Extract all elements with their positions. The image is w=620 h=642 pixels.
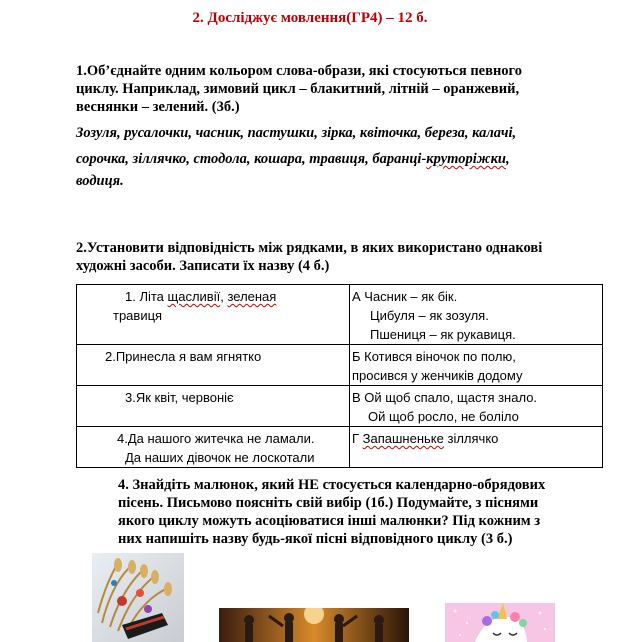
matching-table [76, 284, 603, 468]
wheat-wreath-photo [92, 553, 184, 642]
table-row [77, 427, 603, 468]
word-list-text: , [505, 151, 510, 167]
cell-line [350, 429, 602, 448]
wheat-wreath-illustration [92, 553, 184, 642]
cell-line: Цибуля – як зозуля. [370, 308, 489, 323]
table-cell-right [350, 285, 603, 345]
task1-heading-line: 1.Об’єднайте одним кольором слова-образи, які стосуються певного [76, 63, 523, 79]
cell-text-misspelled: щасливії [167, 289, 221, 304]
cell-line: В Ой щоб спало, щастя знало. [352, 390, 538, 405]
cell-line: Пшениця – як рукавиця. [370, 327, 516, 342]
stage-performance-photo [219, 608, 409, 642]
task2-heading-line: 2.Установити відповідність між рядками, в яких використано однакові [76, 240, 543, 256]
task1-heading-line: веснянки – зелений. (3б.) [76, 99, 240, 115]
unicorn-illustration [445, 603, 555, 642]
word-list-text: сорочка, зіллячко, стодола, кошара, травиця, баранці- [76, 151, 427, 167]
task1-word-list [76, 120, 516, 194]
table-cell-right [350, 386, 603, 427]
unicorn-picture [445, 603, 555, 642]
table-cell-right [350, 427, 603, 468]
task1-heading [76, 62, 522, 116]
task4-heading-line: пісень. Письмово поясніть свій вибір (1б.) Подумайте, з піснями [118, 495, 539, 511]
table-cell-left [77, 345, 350, 386]
cell-text: Г [352, 431, 363, 446]
stage-performance-illustration [219, 608, 409, 642]
cell-line: 3.Як квіт, червоніє [125, 390, 234, 405]
task4-heading-line: них напишіть назву будь-якої пісні відповідного циклу (3 б.) [118, 531, 513, 547]
table-cell-left [77, 427, 350, 468]
cell-line [77, 287, 349, 306]
table-row [77, 386, 603, 427]
table-row [77, 285, 603, 345]
word-list-line: водиця. [76, 173, 124, 189]
word-list-line [76, 146, 516, 172]
cell-text-misspelled: Запашненьке [362, 431, 444, 446]
cell-text: зіллячко [443, 431, 499, 446]
word-list-text-misspelled: круторіжки [426, 151, 506, 167]
cell-line: травиця [113, 308, 163, 323]
task2-heading [76, 239, 542, 275]
cell-line: 2.Принесла я вам ягнятко [105, 349, 262, 364]
task1-heading-line: циклу. Наприклад, зимовий цикл – блакитний, літній – оранжевий, [76, 81, 520, 97]
word-list-line: Зозуля, русалочки, часник, пастушки, зірка, квіточка, береза, калачі, [76, 125, 517, 141]
table-row [77, 345, 603, 386]
table-cell-right [350, 345, 603, 386]
task4-heading [118, 476, 545, 548]
table-cell-left [77, 386, 350, 427]
cell-line: Б Котився віночок по полю, [352, 349, 516, 364]
task2-heading-line: художні засоби. Записати їх назву (4 б.) [76, 258, 330, 274]
cell-line: Да наших дівочок не лоскотали [125, 450, 315, 465]
cell-line: просився у женчиків додому [352, 368, 523, 383]
task4-heading-line: якого циклу можуть асоціюватися інші малюнки? Під кожним з [118, 513, 541, 529]
cell-line: А Часник – як бік. [352, 289, 458, 304]
cell-text-misspelled: зеленая [227, 289, 277, 304]
cell-line: Ой щоб росло, не боліло [368, 409, 519, 424]
table-cell-left [77, 285, 350, 345]
cell-text: , [220, 289, 228, 304]
task4-heading-line: 4. Знайдіть малюнок, який НЕ стосується календарно-обрядових [118, 477, 546, 493]
cell-text: 1. Літа [125, 289, 168, 304]
cell-line: 4.Да нашого житечка не ламали. [117, 431, 315, 446]
section-title: 2. Досліджує мовлення(ГР4) – 12 б. [192, 10, 428, 26]
